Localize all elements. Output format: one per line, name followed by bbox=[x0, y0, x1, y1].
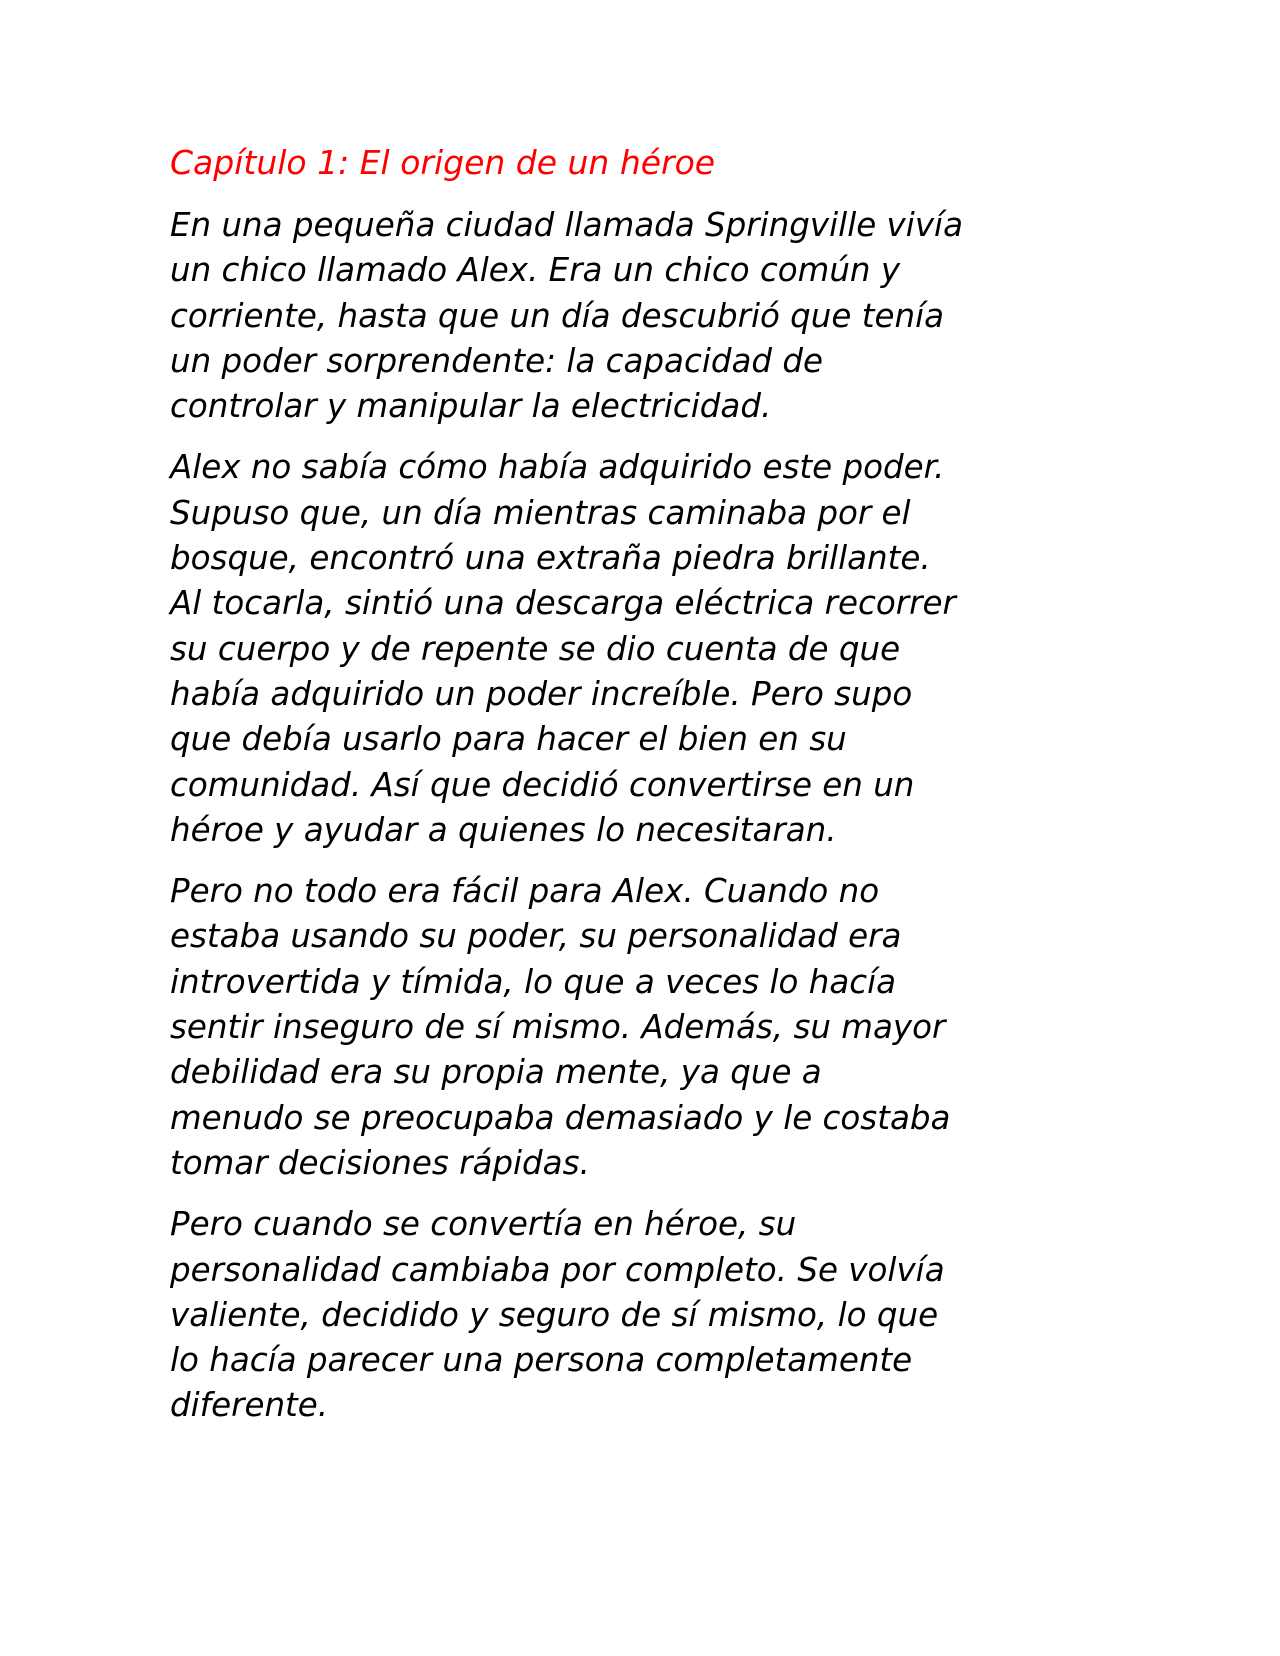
text-line: había adquirido un poder increíble. Pero supo bbox=[170, 674, 913, 713]
text-line: Alex no sabía cómo había adquirido este poder. bbox=[170, 448, 945, 487]
text-line: tomar decisiones rápidas. bbox=[170, 1143, 590, 1182]
text-line: Supuso que, un día mientras caminaba por el bbox=[170, 493, 911, 532]
text-line: comunidad. Así que decidió convertirse en un bbox=[170, 765, 915, 804]
text-line: un poder sorprendente: la capacidad de bbox=[170, 341, 823, 380]
text-line: lo hacía parecer una persona completamente bbox=[170, 1341, 913, 1380]
paragraph bbox=[170, 869, 963, 1186]
text-line: introvertida y tímida, lo que a veces lo hacía bbox=[170, 962, 897, 1001]
text-line: su cuerpo y de repente se dio cuenta de que bbox=[170, 629, 901, 668]
text-line: corriente, hasta que un día descubrió que tenía bbox=[170, 296, 945, 335]
text-line: controlar y manipular la electricidad. bbox=[170, 387, 772, 426]
text-line: estaba usando su poder, su personalidad era bbox=[170, 917, 902, 956]
chapter-title: Capítulo 1: El origen de un héroe bbox=[170, 143, 716, 182]
text-line: Al tocarla, sintió una descarga eléctrica recorrer bbox=[170, 584, 956, 623]
document-page bbox=[170, 140, 963, 1445]
text-line: sentir inseguro de sí mismo. Además, su mayor bbox=[170, 1008, 946, 1047]
paragraph bbox=[170, 203, 963, 429]
document-body bbox=[170, 203, 963, 1429]
text-line: En una pequeña ciudad llamada Springville vivía bbox=[170, 206, 963, 244]
text-line: Pero cuando se convertía en héroe, su bbox=[170, 1205, 797, 1244]
text-line: héroe y ayudar a quienes lo necesitaran. bbox=[170, 810, 837, 849]
text-line: que debía usarlo para hacer el bien en su bbox=[170, 720, 847, 759]
paragraph bbox=[170, 1202, 963, 1428]
text-line: menudo se preocupaba demasiado y le costaba bbox=[170, 1098, 951, 1137]
text-line: bosque, encontró una extraña piedra brillante. bbox=[170, 539, 931, 578]
text-line: valiente, decidido y seguro de sí mismo, lo que bbox=[170, 1295, 939, 1334]
paragraph bbox=[170, 445, 963, 853]
text-line: personalidad cambiaba por completo. Se volvía bbox=[170, 1250, 945, 1289]
text-line: Pero no todo era fácil para Alex. Cuando no bbox=[170, 872, 880, 911]
text-line: debilidad era su propia mente, ya que a bbox=[170, 1053, 822, 1092]
text-line: un chico llamado Alex. Era un chico común y bbox=[170, 251, 901, 290]
text-line: diferente. bbox=[170, 1386, 329, 1425]
